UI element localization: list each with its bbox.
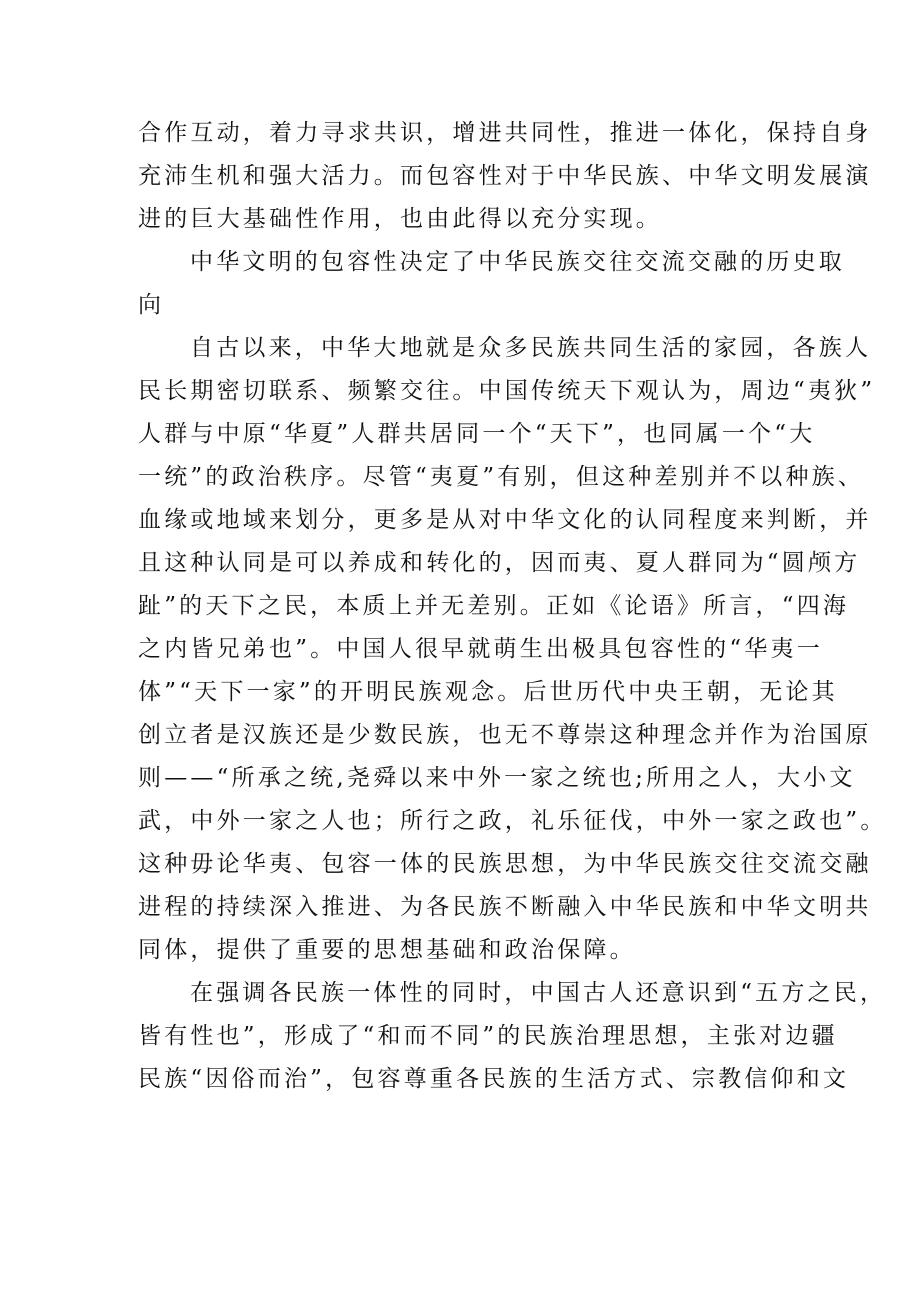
text-line: 创立者是汉族还是少数民族，也无不尊崇这种理念并作为治国原 [138, 722, 872, 748]
text-line: 则——“所承之统,尧舜以来中外一家之统也;所用之人，大小文 [138, 765, 856, 791]
text-line: 这种毋论华夷、包容一体的民族思想，为中华民族交往交流交融 [138, 851, 872, 877]
section-heading-line: 中华文明的包容性决定了中华民族交往交流交融的历史取 [190, 249, 845, 275]
text-line: 武，中外一家之人也；所行之政，礼乐征伐，中外一家之政也”。 [138, 808, 887, 834]
text-line: 趾”的天下之民，本质上并无差别。正如《论语》所言，“四海 [138, 593, 850, 619]
text-line: 之内皆兄弟也”。中国人很早就萌生出极具包容性的“华夷一 [138, 636, 823, 662]
text-line: 皆有性也”，形成了“和而不同”的民族治理思想，主张对边疆 [138, 1023, 838, 1049]
text-line: 且这种认同是可以养成和转化的，因而夷、夏人群同为“圆颅方 [138, 550, 861, 576]
text-line: 合作互动，着力寻求共识，增进共同性，推进一体化，保持自身 [138, 120, 872, 146]
text-line: 自古以来，中华大地就是众多民族共同生活的家园，各族人 [190, 335, 872, 361]
text-line: 同体，提供了重要的思想基础和政治保障。 [138, 937, 636, 963]
text-line: 进的巨大基础性作用，也由此得以充分实现。 [138, 206, 662, 232]
text-line: 充沛生机和强大活力。而包容性对于中华民族、中华文明发展演 [138, 163, 872, 189]
body-text [138, 112, 887, 1101]
text-line: 血缘或地域来划分，更多是从对中华文化的认同程度来判断，并 [138, 507, 872, 533]
text-line: 在强调各民族一体性的同时，中国古人还意识到“五方之民， [190, 980, 887, 1006]
text-line: 体”“天下一家”的开明民族观念。后世历代中央王朝，无论其 [138, 679, 838, 705]
text-line: 进程的持续深入推进、为各民族不断融入中华民族和中华文明共 [138, 894, 872, 920]
text-line: 民族“因俗而治”，包容尊重各民族的生活方式、宗教信仰和文 [138, 1066, 850, 1092]
text-line: 民长期密切联系、频繁交往。中国传统天下观认为，周边“夷狄” [138, 378, 876, 404]
text-line: 人群与中原“华夏”人群共居同一个“天下”，也同属一个“大 [138, 421, 816, 447]
section-heading-line: 向 [138, 292, 165, 318]
text-line: 一统”的政治秩序。尽管“夷夏”有别，但这种差别并不以种族、 [138, 464, 865, 490]
